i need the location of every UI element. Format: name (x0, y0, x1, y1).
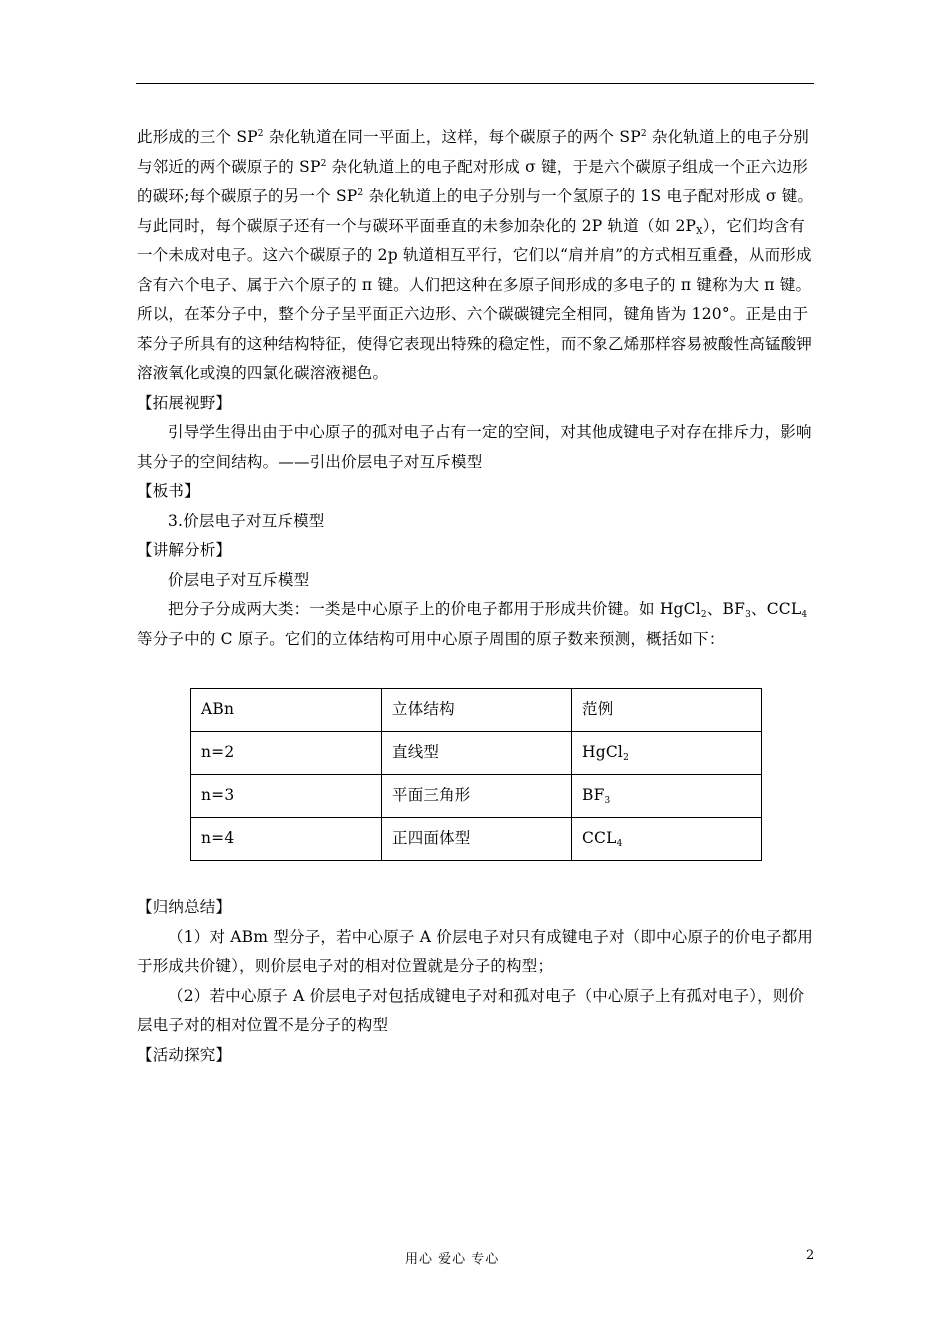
board-item: 3.价层电子对互斥模型 (168, 511, 325, 530)
paragraph-benzene: 此形成的三个 $SP^2$ 杂化轨道在同一平面上，这样，每个碳原子的两个 $SP^2$ 杂化轨道上的电子分别与邻近的两个碳原子的 $SP^2$ 杂化轨道上的电子配对形成 σ 键，于是六个碳原子组成一个正六边形的碳环;每个碳原子的另一个 $SP^2$ 杂化轨道上的电子分别与一个氢原子的 1S 电子配对形成 σ 键。与此同时，每个碳原子还有一个与碳环平面垂直的未参加杂化的 2P 轨道（如 $2P_X$），它们均含有一个未成对电子。这六个碳原子的 2p 轨道相互平行，它们以“肩并肩”的方式相互重叠，从而形成含有六个电子、属于六个原子的 π 键。人们把这种在多原子间形成的多电子的 π 键称为大 π 键。所以，在苯分子中，整个分子呈平面正六边形、六个碳碳键完全相同，键角皆为 120°。正是由于苯分子所具有的这种结构特征，使得它表现出特殊的稳定性，而不象乙烯那样容易被酸性高锰酸钾溶液氧化或溴的四氯化碳溶液褪色。 (137, 128, 814, 382)
header-rule (136, 83, 814, 84)
page-body (137, 123, 815, 1070)
section-heading-board: 【板书】 (137, 482, 200, 500)
section-heading-activity: 【活动探究】 (137, 1045, 232, 1064)
vsepr-table (190, 688, 762, 861)
table-header-cell: 范例 (572, 689, 762, 732)
paragraph-classification: 把分子分成两大类：一类是中心原子上的价电子都用于形成共价键。如 HgCl$_2$、$BF_3$、$CCL_4$ 等分子中的 C 原子。它们的立体结构可用中心原子周围的原子数来预测，概括如下： (137, 600, 808, 648)
table-cell: 直线型 (382, 732, 572, 775)
table-cell: 正四面体型 (382, 818, 572, 861)
table-row (191, 818, 762, 861)
table-row (191, 732, 762, 775)
table-cell: HgCl$_2$ (572, 732, 762, 775)
summary-item-1: （1）对 ABm 型分子，若中心原子 A 价层电子对只有成键电子对（即中心原子的价电子都用于形成共价键），则价层电子对的相对位置就是分子的构型； (137, 927, 814, 975)
table-row (191, 775, 762, 818)
section-heading-summary: 【归纳总结】 (137, 898, 232, 916)
table-cell: n=3 (191, 775, 382, 818)
table-header-row (191, 689, 762, 732)
table-header-cell: ABn (191, 689, 382, 732)
table-cell: $BF_3$ (572, 775, 762, 818)
analysis-title: 价层电子对互斥模型 (168, 570, 310, 589)
page-number: 2 (806, 1248, 815, 1263)
table-cell: 平面三角形 (382, 775, 572, 818)
summary-item-2: （2）若中心原子 A 价层电子对包括成键电子对和孤对电子（中心原子上有孤对电子），则价层电子对的相对位置不是分子的构型 (137, 986, 805, 1034)
paragraph-guide: 引导学生得出由于中心原子的孤对电子占有一定的空间，对其他成键电子对存在排斥力，影响其分子的空间结构。——引出价层电子对互斥模型 (137, 423, 812, 471)
footer-motto: 用心 爱心 专心 (405, 1252, 500, 1267)
table-cell: n=4 (191, 818, 382, 861)
section-heading-expand: 【拓展视野】 (137, 393, 232, 412)
section-heading-analysis: 【讲解分析】 (137, 541, 232, 559)
table-header-cell: 立体结构 (382, 689, 572, 732)
table-cell: n=2 (191, 732, 382, 775)
table-cell: $CCL_4$ (572, 818, 762, 861)
